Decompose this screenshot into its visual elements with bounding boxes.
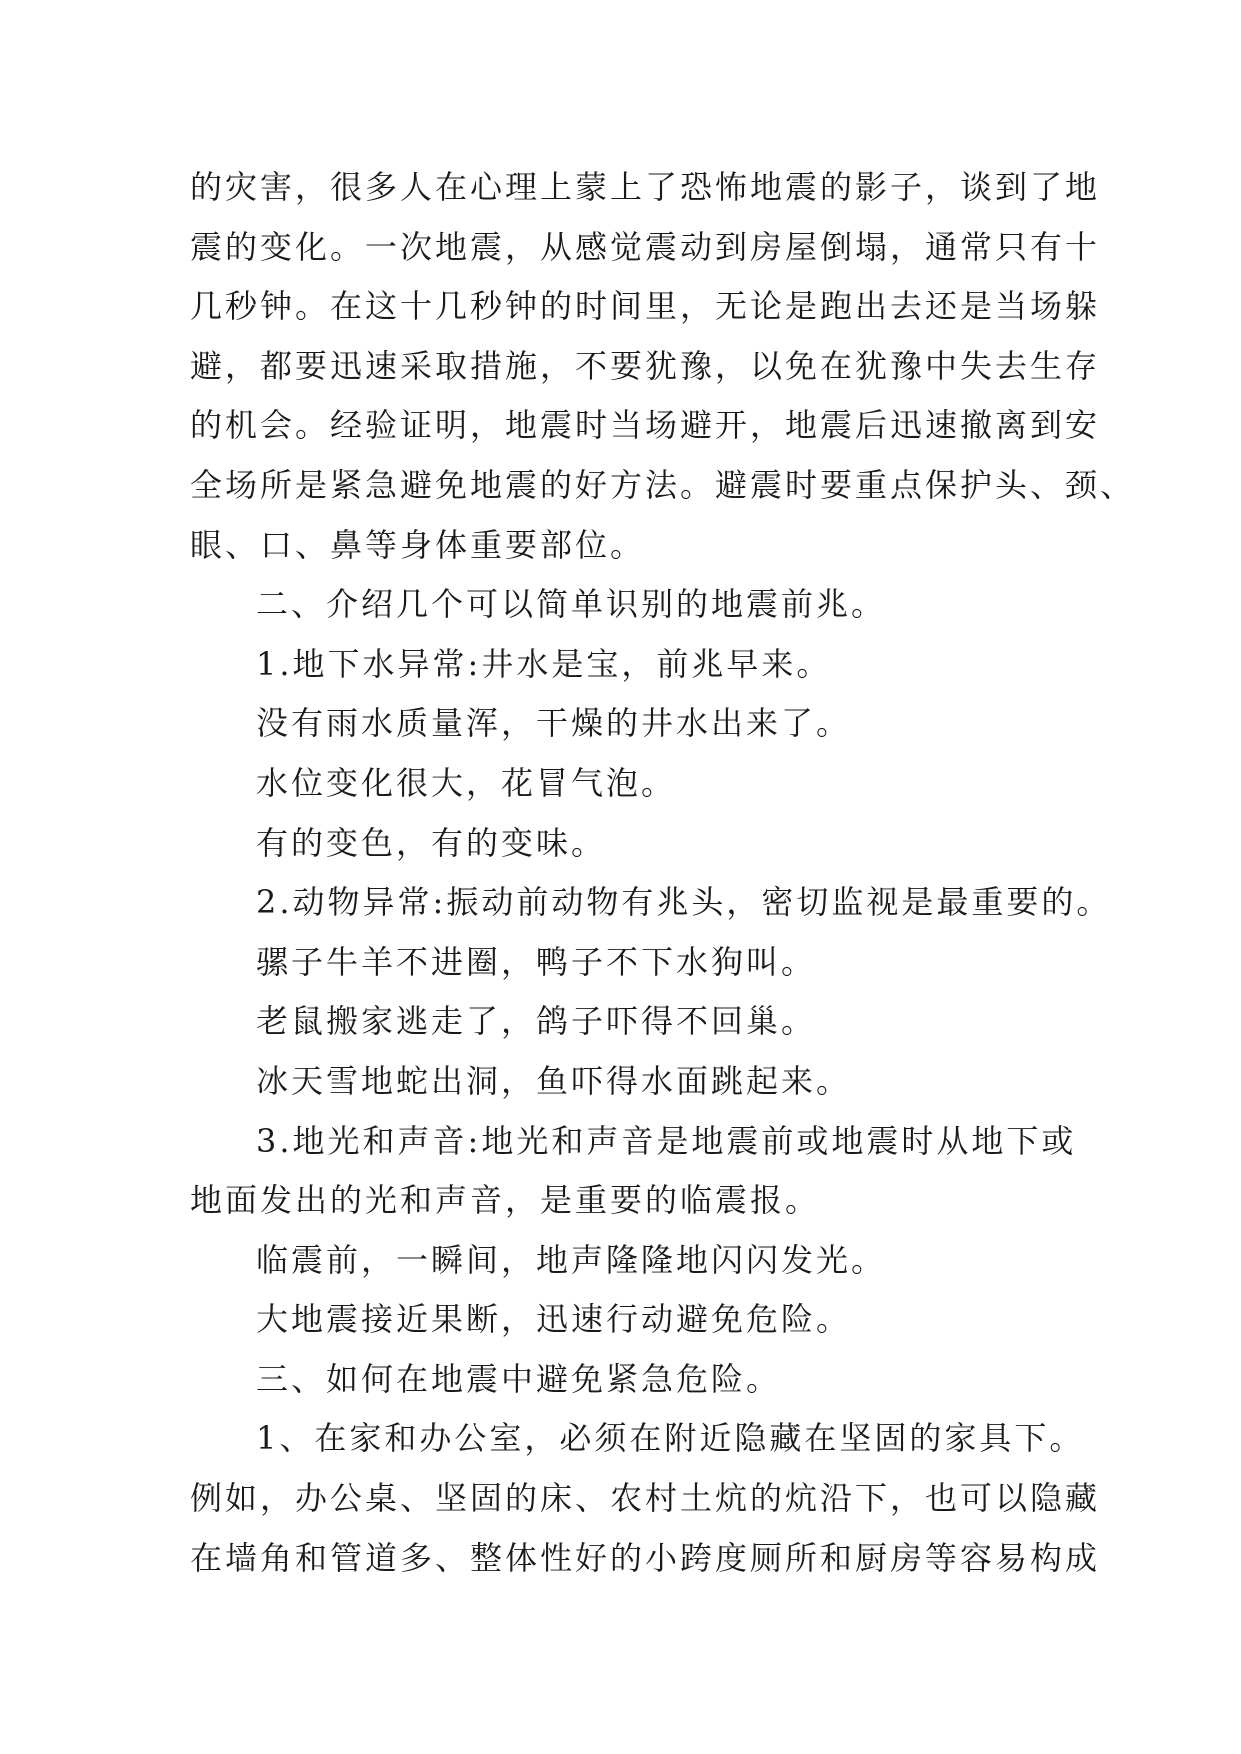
text-line: 二、介绍几个可以简单识别的地震前兆。	[256, 585, 887, 624]
text-line: 震的变化。一次地震，从感觉震动到房屋倒塌，通常只有十	[190, 227, 1101, 266]
text-line: 3.地光和声音:地光和声音是地震前或地震时从地下或	[256, 1121, 1077, 1160]
text-line: 例如，办公桌、坚固的床、农村土炕的炕沿下，也可以隐藏	[190, 1479, 1101, 1518]
text-line: 骡子牛羊不进圈，鸭子不下水狗叫。	[256, 942, 817, 981]
text-line: 2.动物异常:振动前动物有兆头，密切监视是最重要的。	[256, 883, 1112, 922]
text-line: 老鼠搬家逃走了，鸽子吓得不回巢。	[256, 1002, 817, 1041]
text-line: 地面发出的光和声音，是重要的临震报。	[190, 1181, 821, 1220]
body-text	[190, 158, 1136, 1588]
text-line: 的灾害，很多人在心理上蒙上了恐怖地震的影子，谈到了地	[190, 168, 1101, 206]
text-line: 三、如何在地震中避免紧急危险。	[256, 1359, 782, 1398]
text-line: 临震前，一瞬间，地声隆隆地闪闪发光。	[256, 1240, 887, 1279]
text-line: 没有雨水质量浑，干燥的井水出来了。	[256, 704, 852, 743]
text-line: 避，都要迅速采取措施，不要犹豫，以免在犹豫中失去生存	[190, 346, 1101, 385]
text-line: 全场所是紧急避免地震的好方法。避震时要重点保护头、颈、	[190, 465, 1136, 504]
text-line: 1.地下水异常:井水是宝，前兆早来。	[256, 644, 832, 683]
text-line: 水位变化很大，花冒气泡。	[256, 763, 677, 802]
text-line: 冰天雪地蛇出洞，鱼吓得水面跳起来。	[256, 1061, 852, 1100]
text-line: 有的变色，有的变味。	[256, 823, 607, 862]
text-line: 1、在家和办公室，必须在附近隐藏在坚固的家具下。	[256, 1419, 1085, 1458]
text-line: 的机会。经验证明，地震时当场避开，地震后迅速撤离到安	[190, 406, 1101, 445]
text-line: 在墙角和管道多、整体性好的小跨度厕所和厨房等容易构成	[190, 1538, 1101, 1577]
text-line: 大地震接近果断，迅速行动避免危险。	[256, 1300, 852, 1339]
text-line: 几秒钟。在这十几秒钟的时间里，无论是跑出去还是当场躲	[190, 287, 1101, 326]
text-line: 眼、口、鼻等身体重要部位。	[190, 525, 646, 564]
